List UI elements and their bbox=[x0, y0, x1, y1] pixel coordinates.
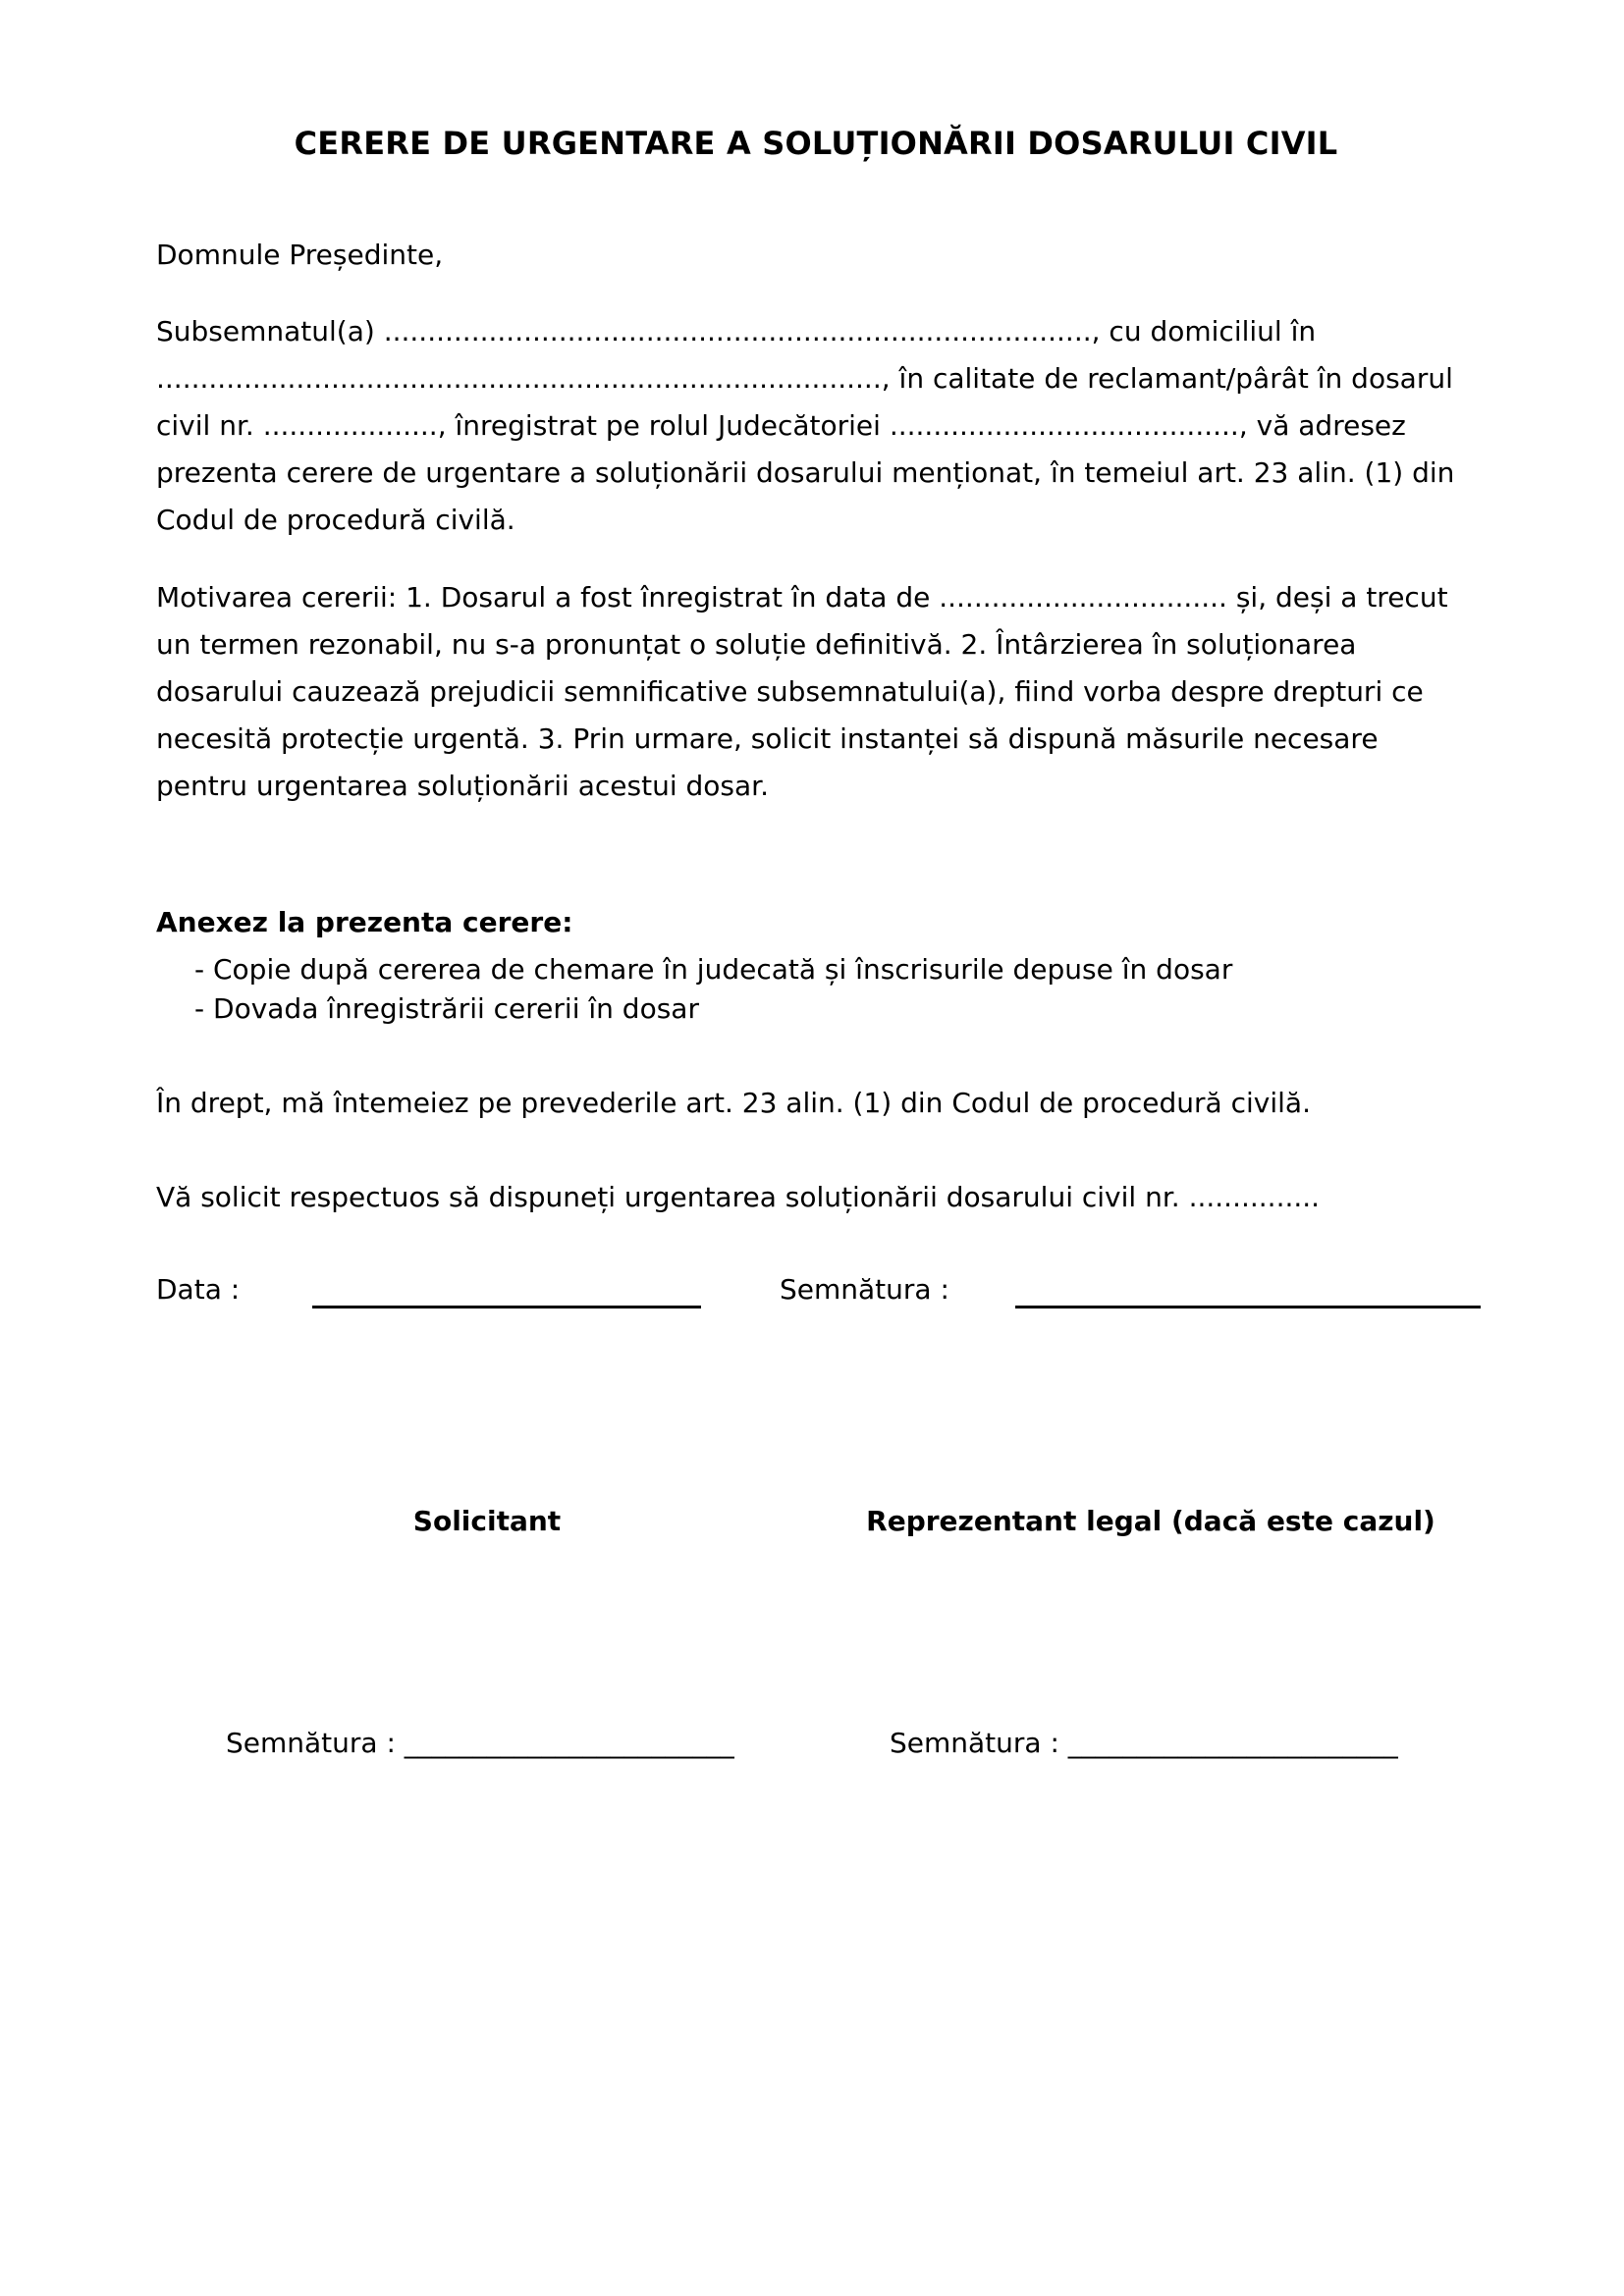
intro-paragraph: Subsemnatul(a) ................................................................................., cu domiciliul în ..................................................................................., în calitate de reclamant/pârât în dosarul civil nr. ...................., înregistrat pe rolul Judecătoriei ........................................, vă adresez prezenta cerere de urgentare a soluționării dosarului menționat, în temeiul art. 23 alin. (1) din Codul de procedură civilă. bbox=[156, 315, 1455, 536]
motivation-paragraph: Motivarea cererii: 1. Dosarul a fost înregistrat în data de ................................. și, deși a trecut un termen rezonabil, nu s-a pronunțat o soluție definitivă. 2. Întârzierea în soluționarea dosarului cauzează prejudicii semnificative subsemnatului(a), fiind vorba despre drepturi ce necesită protecție urgentă. 3. Prin urmare, solicit instanței să dispună măsurile necesare pentru urgentarea soluționării acestui dosar. bbox=[156, 581, 1448, 802]
representative-signature-line[interactable]: Semnătura : ________________________ bbox=[890, 1727, 1398, 1759]
applicant-heading: Solicitant bbox=[412, 1505, 562, 1537]
salutation: Domnule Președinte, bbox=[156, 239, 444, 271]
applicant-signature-line[interactable]: Semnătura : ________________________ bbox=[226, 1727, 734, 1759]
annex-item: - Dovada înregistrării cererii în dosar bbox=[194, 992, 699, 1025]
legal-basis: În drept, mă întemeiez pe prevederile art. 23 alin. (1) din Codul de procedură civilă. bbox=[156, 1087, 1311, 1119]
annex-heading: Anexez la prezenta cerere: bbox=[156, 906, 573, 938]
date-line[interactable] bbox=[312, 1306, 701, 1308]
request-statement: Vă solicit respectuos să dispuneți urgentarea soluționării dosarului civil nr. ............... bbox=[156, 1181, 1321, 1213]
annex-list bbox=[194, 950, 1232, 1029]
document-title: CERERE DE URGENTARE A SOLUȚIONĂRII DOSARULUI CIVIL bbox=[294, 125, 1338, 162]
signature-label: Semnătura : bbox=[780, 1273, 949, 1306]
date-label: Data : bbox=[156, 1273, 241, 1306]
signature-line[interactable] bbox=[1015, 1306, 1481, 1308]
representative-heading: Reprezentant legal (dacă este cazul) bbox=[866, 1505, 1435, 1537]
annex-item: - Copie după cererea de chemare în judecată și înscrisurile depuse în dosar bbox=[194, 953, 1233, 986]
